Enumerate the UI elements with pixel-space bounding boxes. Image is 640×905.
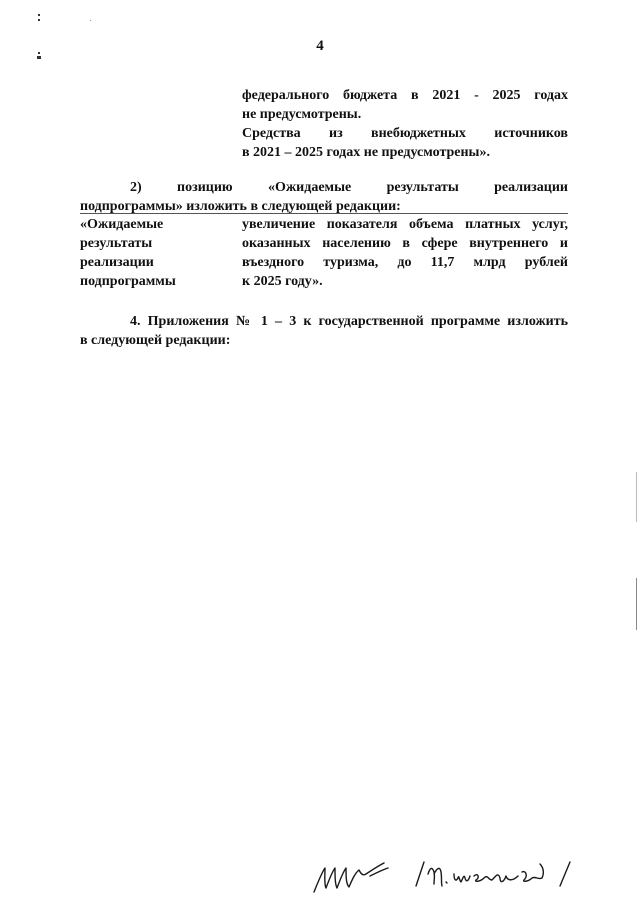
signature-image [308,846,578,904]
text-line: 4. Приложения № 1 – 3 к государственной программе изложить [130,314,568,329]
label-line: результаты [80,236,153,251]
page-number: 4 [316,38,324,54]
text-line: федерального бюджета в 2021 - 2025 годах [242,88,568,103]
text-line: 2) позицию «Ожидаемые результаты реализации [130,180,568,195]
text-line: Средства из внебюджетных источников [242,126,568,141]
text-line: в следующей редакции: [80,333,231,348]
label-line: реализации [80,255,154,270]
signature [308,846,578,904]
value-line: к 2025 году». [242,274,323,289]
text-line: не предусмотрены. [242,107,362,122]
value-line: въездного туризма, до 11,7 млрд рублей [242,255,568,270]
value-line: увеличение показателя объема платных услуг, [242,217,568,232]
text-line: подпрограммы» изложить в следующей редакции: [80,199,401,214]
text-line: в 2021 – 2025 годах не предусмотрены». [242,145,490,160]
label-line: подпрограммы [80,274,176,289]
value-line: оказанных населению в сфере внутреннего и [242,236,568,251]
label-line: «Ожидаемые [80,217,164,232]
